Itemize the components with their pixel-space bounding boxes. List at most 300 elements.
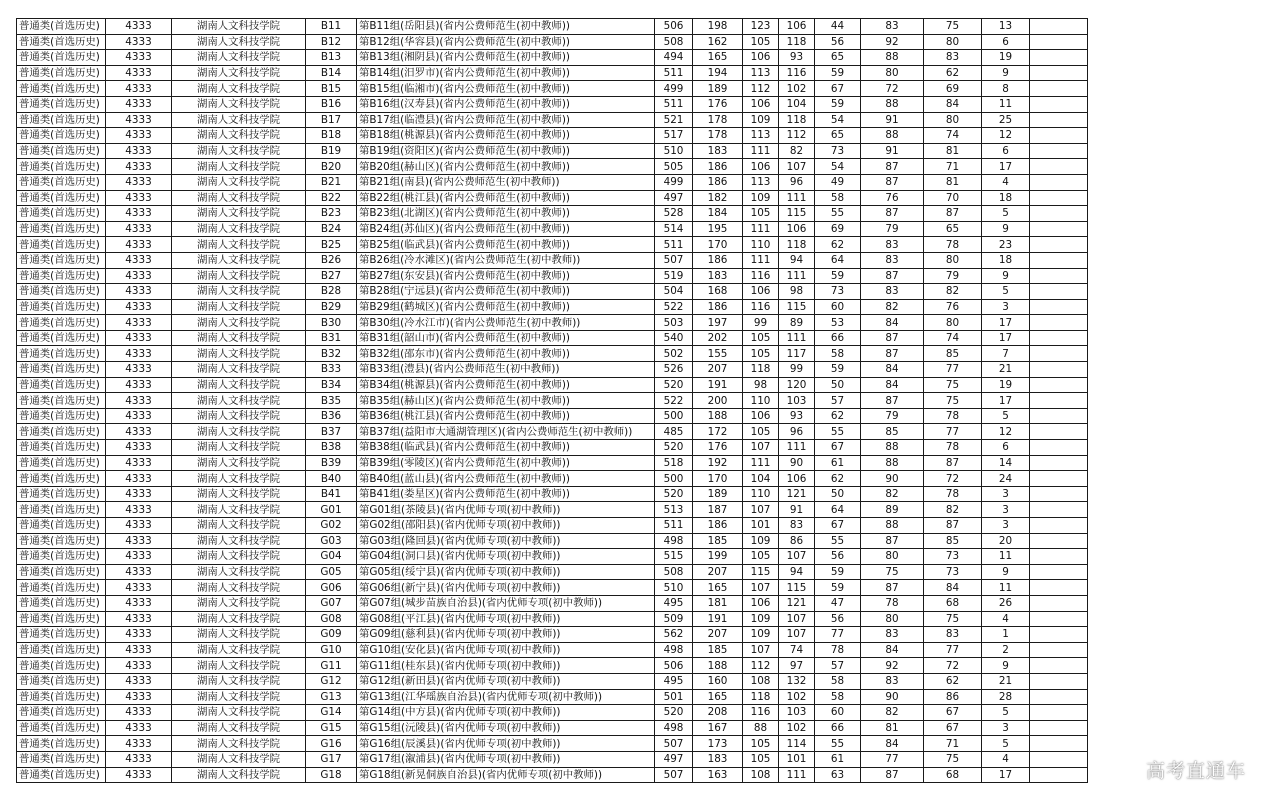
cell-school-name: 湖南人文科技学院 — [172, 81, 306, 97]
table-row — [17, 393, 1088, 409]
cell-group-code: B30 — [306, 315, 357, 331]
cell-group-name: 第G03组(隆回县)(省内优师专项(初中教师)) — [357, 533, 655, 549]
cell-school-code: 4333 — [106, 81, 172, 97]
cell-school-code: 4333 — [106, 268, 172, 284]
cell-group-name: 第B16组(汉寿县)(省内公费师范生(初中教师)) — [357, 96, 655, 112]
cell-score-8: 20 — [982, 533, 1030, 549]
cell-score-4: 112 — [779, 128, 815, 144]
cell-score-2: 162 — [693, 34, 743, 50]
cell-group-name: 第B29组(鹤城区)(省内公费师范生(初中教师)) — [357, 299, 655, 315]
cell-category: 普通类(首选历史) — [17, 440, 106, 456]
cell-score-8: 9 — [982, 564, 1030, 580]
cell-school-code: 4333 — [106, 642, 172, 658]
cell-school-code: 4333 — [106, 595, 172, 611]
cell-score-7: 75 — [924, 393, 982, 409]
cell-category: 普通类(首选历史) — [17, 533, 106, 549]
cell-score-8: 12 — [982, 128, 1030, 144]
cell-score-5: 55 — [815, 424, 861, 440]
cell-school-name: 湖南人文科技学院 — [172, 362, 306, 378]
cell-score-5: 58 — [815, 673, 861, 689]
cell-group-name: 第B23组(北湖区)(省内公费师范生(初中教师)) — [357, 206, 655, 222]
cell-score-4: 118 — [779, 237, 815, 253]
cell-group-code: G09 — [306, 627, 357, 643]
cell-score-6: 87 — [861, 268, 924, 284]
cell-total-score: 511 — [655, 65, 693, 81]
cell-score-7: 78 — [924, 486, 982, 502]
table-row — [17, 284, 1088, 300]
cell-group-code: B11 — [306, 19, 357, 35]
cell-score-3: 105 — [743, 206, 779, 222]
cell-score-4: 115 — [779, 299, 815, 315]
cell-score-3: 108 — [743, 767, 779, 783]
cell-blank — [1030, 502, 1088, 518]
cell-score-2: 155 — [693, 346, 743, 362]
cell-group-name: 第B40组(蓝山县)(省内公费师范生(初中教师)) — [357, 471, 655, 487]
cell-score-3: 106 — [743, 408, 779, 424]
cell-score-2: 191 — [693, 377, 743, 393]
cell-total-score: 507 — [655, 252, 693, 268]
cell-category: 普通类(首选历史) — [17, 580, 106, 596]
cell-school-name: 湖南人文科技学院 — [172, 377, 306, 393]
cell-score-7: 71 — [924, 159, 982, 175]
cell-score-3: 115 — [743, 564, 779, 580]
cell-score-7: 74 — [924, 128, 982, 144]
cell-total-score: 501 — [655, 689, 693, 705]
cell-score-4: 111 — [779, 190, 815, 206]
table-row — [17, 533, 1088, 549]
cell-score-5: 78 — [815, 642, 861, 658]
cell-total-score: 522 — [655, 393, 693, 409]
cell-score-7: 78 — [924, 408, 982, 424]
cell-group-code: B16 — [306, 96, 357, 112]
table-row — [17, 658, 1088, 674]
cell-score-3: 105 — [743, 736, 779, 752]
cell-score-5: 54 — [815, 112, 861, 128]
cell-school-code: 4333 — [106, 424, 172, 440]
cell-total-score: 495 — [655, 673, 693, 689]
cell-blank — [1030, 767, 1088, 783]
cell-score-5: 56 — [815, 549, 861, 565]
cell-school-name: 湖南人文科技学院 — [172, 736, 306, 752]
cell-group-code: G11 — [306, 658, 357, 674]
cell-total-score: 499 — [655, 81, 693, 97]
cell-score-5: 63 — [815, 767, 861, 783]
cell-group-code: B27 — [306, 268, 357, 284]
cell-school-name: 湖南人文科技学院 — [172, 580, 306, 596]
cell-group-code: G14 — [306, 705, 357, 721]
cell-score-7: 80 — [924, 34, 982, 50]
cell-score-7: 72 — [924, 658, 982, 674]
table-row — [17, 595, 1088, 611]
cell-school-name: 湖南人文科技学院 — [172, 751, 306, 767]
cell-score-5: 61 — [815, 751, 861, 767]
cell-score-2: 163 — [693, 767, 743, 783]
cell-category: 普通类(首选历史) — [17, 377, 106, 393]
cell-score-2: 167 — [693, 720, 743, 736]
table-row — [17, 767, 1088, 783]
cell-score-6: 81 — [861, 720, 924, 736]
cell-score-8: 11 — [982, 580, 1030, 596]
cell-score-7: 62 — [924, 673, 982, 689]
cell-school-code: 4333 — [106, 720, 172, 736]
cell-blank — [1030, 751, 1088, 767]
cell-total-score: 514 — [655, 221, 693, 237]
cell-score-4: 120 — [779, 377, 815, 393]
table-row — [17, 611, 1088, 627]
cell-score-5: 56 — [815, 34, 861, 50]
cell-school-name: 湖南人文科技学院 — [172, 50, 306, 66]
cell-group-code: B26 — [306, 252, 357, 268]
cell-category: 普通类(首选历史) — [17, 81, 106, 97]
cell-blank — [1030, 128, 1088, 144]
cell-school-code: 4333 — [106, 252, 172, 268]
cell-score-4: 106 — [779, 221, 815, 237]
cell-score-2: 182 — [693, 190, 743, 206]
cell-school-name: 湖南人文科技学院 — [172, 112, 306, 128]
cell-school-name: 湖南人文科技学院 — [172, 658, 306, 674]
cell-score-8: 17 — [982, 159, 1030, 175]
cell-group-code: B18 — [306, 128, 357, 144]
cell-total-score: 485 — [655, 424, 693, 440]
table-row — [17, 580, 1088, 596]
cell-score-7: 62 — [924, 65, 982, 81]
cell-school-code: 4333 — [106, 206, 172, 222]
cell-score-2: 183 — [693, 143, 743, 159]
cell-score-4: 116 — [779, 65, 815, 81]
cell-category: 普通类(首选历史) — [17, 65, 106, 81]
cell-score-2: 195 — [693, 221, 743, 237]
cell-school-code: 4333 — [106, 143, 172, 159]
cell-group-code: B15 — [306, 81, 357, 97]
cell-group-code: B32 — [306, 346, 357, 362]
cell-score-6: 88 — [861, 518, 924, 534]
cell-school-name: 湖南人文科技学院 — [172, 346, 306, 362]
cell-score-6: 87 — [861, 330, 924, 346]
cell-score-6: 80 — [861, 65, 924, 81]
cell-total-score: 507 — [655, 736, 693, 752]
cell-score-4: 104 — [779, 96, 815, 112]
cell-score-6: 78 — [861, 595, 924, 611]
cell-category: 普通类(首选历史) — [17, 174, 106, 190]
cell-school-name: 湖南人文科技学院 — [172, 611, 306, 627]
cell-group-code: B33 — [306, 362, 357, 378]
cell-group-code: G17 — [306, 751, 357, 767]
cell-score-2: 183 — [693, 268, 743, 284]
cell-score-4: 93 — [779, 408, 815, 424]
cell-score-6: 82 — [861, 486, 924, 502]
cell-score-7: 81 — [924, 174, 982, 190]
cell-school-code: 4333 — [106, 34, 172, 50]
cell-school-code: 4333 — [106, 50, 172, 66]
cell-total-score: 511 — [655, 96, 693, 112]
cell-score-5: 50 — [815, 377, 861, 393]
cell-score-3: 113 — [743, 65, 779, 81]
cell-school-code: 4333 — [106, 174, 172, 190]
cell-score-3: 113 — [743, 174, 779, 190]
cell-score-2: 183 — [693, 751, 743, 767]
cell-group-name: 第G11组(桂东县)(省内优师专项(初中教师)) — [357, 658, 655, 674]
cell-group-code: B17 — [306, 112, 357, 128]
cell-score-6: 87 — [861, 159, 924, 175]
cell-category: 普通类(首选历史) — [17, 486, 106, 502]
cell-score-5: 60 — [815, 705, 861, 721]
cell-score-3: 104 — [743, 471, 779, 487]
cell-category: 普通类(首选历史) — [17, 362, 106, 378]
cell-blank — [1030, 346, 1088, 362]
cell-score-5: 59 — [815, 580, 861, 596]
cell-blank — [1030, 486, 1088, 502]
cell-score-4: 107 — [779, 549, 815, 565]
cell-score-6: 87 — [861, 174, 924, 190]
cell-group-code: B41 — [306, 486, 357, 502]
cell-group-code: B19 — [306, 143, 357, 159]
cell-score-6: 90 — [861, 471, 924, 487]
cell-school-name: 湖南人文科技学院 — [172, 767, 306, 783]
cell-blank — [1030, 190, 1088, 206]
cell-school-name: 湖南人文科技学院 — [172, 174, 306, 190]
cell-score-2: 208 — [693, 705, 743, 721]
cell-group-code: G07 — [306, 595, 357, 611]
cell-score-8: 7 — [982, 346, 1030, 362]
cell-score-2: 170 — [693, 237, 743, 253]
score-table-container — [16, 18, 1088, 783]
cell-score-2: 165 — [693, 50, 743, 66]
cell-school-code: 4333 — [106, 627, 172, 643]
cell-score-3: 110 — [743, 393, 779, 409]
cell-blank — [1030, 315, 1088, 331]
table-row — [17, 471, 1088, 487]
cell-score-8: 26 — [982, 595, 1030, 611]
cell-score-6: 84 — [861, 736, 924, 752]
cell-score-7: 72 — [924, 471, 982, 487]
cell-score-5: 59 — [815, 65, 861, 81]
cell-score-7: 81 — [924, 143, 982, 159]
cell-score-3: 116 — [743, 299, 779, 315]
table-row — [17, 627, 1088, 643]
cell-category: 普通类(首选历史) — [17, 268, 106, 284]
cell-score-3: 107 — [743, 502, 779, 518]
cell-score-6: 83 — [861, 284, 924, 300]
table-row — [17, 751, 1088, 767]
cell-score-6: 92 — [861, 34, 924, 50]
cell-score-8: 11 — [982, 549, 1030, 565]
cell-score-5: 69 — [815, 221, 861, 237]
cell-total-score: 500 — [655, 471, 693, 487]
cell-group-code: B23 — [306, 206, 357, 222]
cell-total-score: 520 — [655, 486, 693, 502]
cell-school-code: 4333 — [106, 330, 172, 346]
cell-score-6: 83 — [861, 252, 924, 268]
cell-blank — [1030, 268, 1088, 284]
cell-total-score: 503 — [655, 315, 693, 331]
cell-blank — [1030, 81, 1088, 97]
cell-total-score: 526 — [655, 362, 693, 378]
cell-score-6: 79 — [861, 221, 924, 237]
cell-score-5: 61 — [815, 455, 861, 471]
cell-total-score: 504 — [655, 284, 693, 300]
cell-score-6: 84 — [861, 377, 924, 393]
cell-score-7: 67 — [924, 720, 982, 736]
cell-score-2: 188 — [693, 408, 743, 424]
cell-school-name: 湖南人文科技学院 — [172, 471, 306, 487]
cell-group-name: 第B34组(桃源县)(省内公费师范生(初中教师)) — [357, 377, 655, 393]
cell-school-code: 4333 — [106, 673, 172, 689]
cell-category: 普通类(首选历史) — [17, 143, 106, 159]
cell-score-6: 76 — [861, 190, 924, 206]
cell-school-name: 湖南人文科技学院 — [172, 595, 306, 611]
cell-score-6: 80 — [861, 611, 924, 627]
cell-score-4: 96 — [779, 424, 815, 440]
cell-school-code: 4333 — [106, 502, 172, 518]
cell-score-3: 105 — [743, 34, 779, 50]
cell-group-code: B24 — [306, 221, 357, 237]
cell-score-2: 192 — [693, 455, 743, 471]
table-row — [17, 112, 1088, 128]
cell-blank — [1030, 518, 1088, 534]
cell-category: 普通类(首选历史) — [17, 330, 106, 346]
cell-score-4: 96 — [779, 174, 815, 190]
cell-group-name: 第B39组(零陵区)(省内公费师范生(初中教师)) — [357, 455, 655, 471]
cell-school-name: 湖南人文科技学院 — [172, 518, 306, 534]
cell-score-5: 65 — [815, 128, 861, 144]
cell-score-8: 3 — [982, 299, 1030, 315]
cell-score-8: 21 — [982, 673, 1030, 689]
cell-score-8: 28 — [982, 689, 1030, 705]
cell-group-code: G03 — [306, 533, 357, 549]
cell-school-code: 4333 — [106, 221, 172, 237]
cell-school-code: 4333 — [106, 705, 172, 721]
cell-blank — [1030, 174, 1088, 190]
cell-category: 普通类(首选历史) — [17, 564, 106, 580]
cell-school-code: 4333 — [106, 190, 172, 206]
cell-score-6: 72 — [861, 81, 924, 97]
cell-score-5: 59 — [815, 96, 861, 112]
cell-score-3: 106 — [743, 595, 779, 611]
cell-blank — [1030, 34, 1088, 50]
cell-group-name: 第B19组(资阳区)(省内公费师范生(初中教师)) — [357, 143, 655, 159]
cell-score-2: 178 — [693, 128, 743, 144]
cell-category: 普通类(首选历史) — [17, 471, 106, 487]
cell-score-3: 105 — [743, 549, 779, 565]
cell-group-code: B29 — [306, 299, 357, 315]
cell-school-name: 湖南人文科技学院 — [172, 206, 306, 222]
cell-score-6: 92 — [861, 658, 924, 674]
cell-category: 普通类(首选历史) — [17, 455, 106, 471]
cell-group-name: 第B38组(临武县)(省内公费师范生(初中教师)) — [357, 440, 655, 456]
cell-score-4: 111 — [779, 268, 815, 284]
table-row — [17, 424, 1088, 440]
cell-blank — [1030, 65, 1088, 81]
cell-score-7: 86 — [924, 689, 982, 705]
cell-score-8: 13 — [982, 19, 1030, 35]
cell-score-8: 4 — [982, 174, 1030, 190]
cell-score-5: 55 — [815, 736, 861, 752]
cell-score-4: 115 — [779, 580, 815, 596]
cell-school-code: 4333 — [106, 284, 172, 300]
cell-score-5: 66 — [815, 330, 861, 346]
cell-category: 普通类(首选历史) — [17, 720, 106, 736]
table-row — [17, 673, 1088, 689]
cell-group-code: G01 — [306, 502, 357, 518]
table-row — [17, 221, 1088, 237]
cell-school-name: 湖南人文科技学院 — [172, 408, 306, 424]
table-row — [17, 642, 1088, 658]
cell-category: 普通类(首选历史) — [17, 736, 106, 752]
cell-score-7: 80 — [924, 252, 982, 268]
cell-category: 普通类(首选历史) — [17, 346, 106, 362]
cell-category: 普通类(首选历史) — [17, 112, 106, 128]
cell-score-6: 87 — [861, 393, 924, 409]
cell-score-2: 189 — [693, 486, 743, 502]
cell-score-8: 11 — [982, 96, 1030, 112]
cell-school-code: 4333 — [106, 689, 172, 705]
cell-score-4: 97 — [779, 658, 815, 674]
cell-school-name: 湖南人文科技学院 — [172, 96, 306, 112]
cell-total-score: 508 — [655, 564, 693, 580]
cell-blank — [1030, 159, 1088, 175]
cell-school-code: 4333 — [106, 658, 172, 674]
cell-score-3: 101 — [743, 518, 779, 534]
cell-category: 普通类(首选历史) — [17, 642, 106, 658]
cell-score-2: 199 — [693, 549, 743, 565]
cell-group-code: B20 — [306, 159, 357, 175]
cell-score-3: 98 — [743, 377, 779, 393]
cell-school-code: 4333 — [106, 19, 172, 35]
cell-score-4: 99 — [779, 362, 815, 378]
cell-group-name: 第B12组(华容县)(省内公费师范生(初中教师)) — [357, 34, 655, 50]
cell-score-6: 75 — [861, 564, 924, 580]
cell-score-6: 91 — [861, 143, 924, 159]
cell-score-7: 77 — [924, 362, 982, 378]
cell-score-6: 88 — [861, 440, 924, 456]
cell-score-4: 121 — [779, 595, 815, 611]
cell-school-name: 湖南人文科技学院 — [172, 549, 306, 565]
cell-score-8: 17 — [982, 315, 1030, 331]
cell-category: 普通类(首选历史) — [17, 50, 106, 66]
cell-group-name: 第G10组(安化县)(省内优师专项(初中教师)) — [357, 642, 655, 658]
cell-score-7: 78 — [924, 440, 982, 456]
cell-school-name: 湖南人文科技学院 — [172, 720, 306, 736]
cell-total-score: 502 — [655, 346, 693, 362]
table-row — [17, 362, 1088, 378]
cell-score-8: 9 — [982, 65, 1030, 81]
cell-score-6: 88 — [861, 50, 924, 66]
cell-blank — [1030, 642, 1088, 658]
cell-score-3: 105 — [743, 330, 779, 346]
cell-score-8: 6 — [982, 143, 1030, 159]
cell-school-name: 湖南人文科技学院 — [172, 128, 306, 144]
cell-group-name: 第B36组(桃江县)(省内公费师范生(初中教师)) — [357, 408, 655, 424]
cell-score-3: 107 — [743, 642, 779, 658]
table-row — [17, 190, 1088, 206]
cell-score-6: 83 — [861, 627, 924, 643]
cell-score-2: 185 — [693, 533, 743, 549]
cell-category: 普通类(首选历史) — [17, 237, 106, 253]
cell-score-8: 17 — [982, 330, 1030, 346]
cell-group-name: 第G05组(绥宁县)(省内优师专项(初中教师)) — [357, 564, 655, 580]
cell-score-5: 67 — [815, 440, 861, 456]
cell-score-2: 173 — [693, 736, 743, 752]
cell-score-6: 88 — [861, 96, 924, 112]
cell-total-score: 540 — [655, 330, 693, 346]
cell-score-7: 73 — [924, 564, 982, 580]
cell-score-4: 118 — [779, 34, 815, 50]
cell-score-8: 21 — [982, 362, 1030, 378]
cell-score-7: 71 — [924, 736, 982, 752]
cell-group-code: B22 — [306, 190, 357, 206]
cell-score-8: 19 — [982, 377, 1030, 393]
cell-school-name: 湖南人文科技学院 — [172, 502, 306, 518]
